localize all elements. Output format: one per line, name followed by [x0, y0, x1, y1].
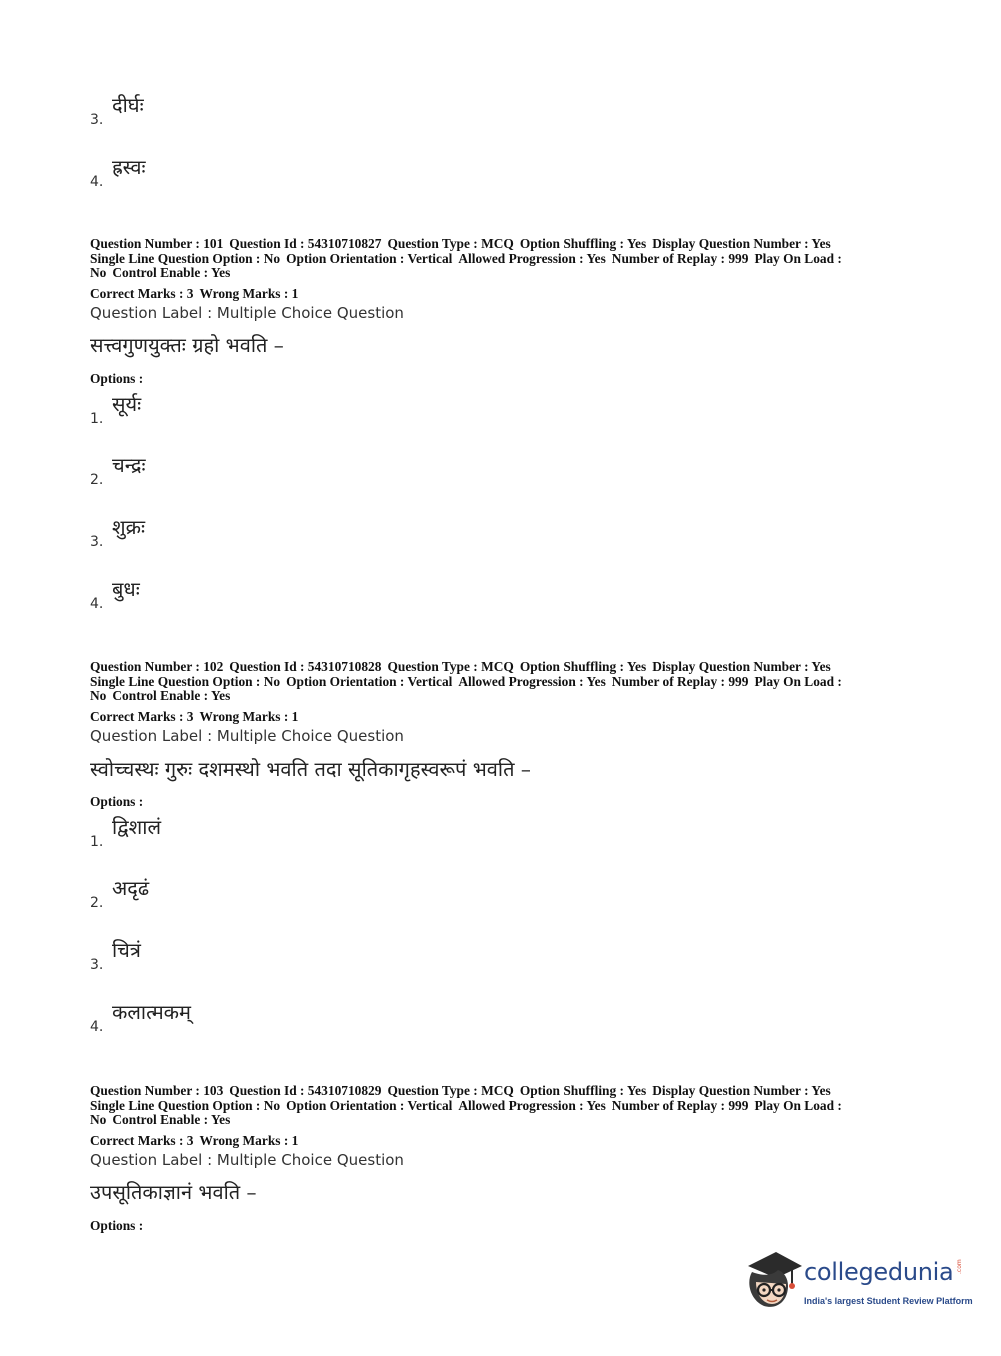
meta-field: Option Shuffling : Yes — [519, 659, 647, 674]
option-number: 4. — [90, 174, 104, 190]
option-item — [90, 448, 490, 488]
option-item — [90, 150, 490, 190]
options-label: Options : — [90, 794, 144, 809]
meta-field: Single Line Question Option : No — [90, 1097, 281, 1113]
option-text: दीर्घः — [112, 93, 144, 117]
option-item — [90, 871, 490, 911]
logo-wordmark: collegedunia — [804, 1258, 954, 1286]
meta-field: Single Line Question Option : No — [90, 250, 281, 266]
option-text: ह्रस्वः — [112, 155, 146, 179]
meta-field: Allowed Progression : Yes — [458, 250, 606, 266]
meta-field: Question Number : 102 — [90, 659, 224, 674]
meta-field: No — [90, 1112, 107, 1127]
question-meta — [90, 1084, 920, 1128]
option-text: सूर्यः — [112, 392, 142, 416]
option-item — [90, 933, 490, 973]
option-item — [90, 510, 490, 550]
marks-line — [90, 286, 304, 302]
option-text: शुक्रः — [112, 515, 145, 539]
meta-field: No — [90, 688, 107, 703]
option-number: 3. — [90, 534, 104, 550]
question-meta — [90, 660, 920, 704]
meta-field: Question Type : MCQ — [387, 659, 514, 674]
option-text: द्विशालं — [112, 815, 162, 839]
meta-field: Control Enable : Yes — [112, 1112, 231, 1127]
option-number: 1. — [90, 834, 104, 850]
collegedunia-logo — [742, 1248, 972, 1318]
meta-field: Number of Replay : 999 — [611, 673, 749, 689]
correct-marks: Correct Marks : 3 — [90, 709, 194, 724]
option-item — [90, 572, 490, 612]
meta-field: Allowed Progression : Yes — [458, 673, 606, 689]
meta-field: No — [90, 265, 107, 280]
meta-field: Control Enable : Yes — [112, 688, 231, 703]
meta-field: Option Orientation : Vertical — [286, 673, 453, 689]
option-number: 1. — [90, 411, 104, 427]
wrong-marks: Wrong Marks : 1 — [199, 1133, 299, 1148]
meta-field: Option Orientation : Vertical — [286, 250, 453, 266]
meta-field: Display Question Number : Yes — [652, 659, 831, 674]
question-meta — [90, 237, 920, 281]
meta-field: Option Shuffling : Yes — [519, 1083, 647, 1098]
meta-field: Question Number : 103 — [90, 1083, 224, 1098]
option-text: कलात्मकम् — [112, 1000, 191, 1024]
meta-field: Play On Load : — [754, 250, 842, 266]
meta-field: Question Number : 101 — [90, 236, 224, 251]
question-label: Question Label : Multiple Choice Question — [90, 727, 404, 745]
meta-field: Question Type : MCQ — [387, 1083, 514, 1098]
option-number: 4. — [90, 1019, 104, 1035]
option-number: 4. — [90, 596, 104, 612]
meta-field: Option Shuffling : Yes — [519, 236, 647, 251]
meta-field: Single Line Question Option : No — [90, 673, 281, 689]
wrong-marks: Wrong Marks : 1 — [199, 286, 299, 301]
question-label: Question Label : Multiple Choice Question — [90, 1151, 404, 1169]
meta-field: Question Id : 54310710828 — [229, 659, 382, 674]
option-text: अदृढं — [112, 876, 150, 900]
correct-marks: Correct Marks : 3 — [90, 286, 194, 301]
option-text: चन्द्रः — [112, 453, 146, 477]
options-label: Options : — [90, 371, 144, 386]
meta-field: Play On Load : — [754, 1097, 842, 1113]
option-item — [90, 387, 490, 427]
meta-field: Question Type : MCQ — [387, 236, 514, 251]
marks-line — [90, 709, 304, 725]
option-text: बुधः — [112, 577, 140, 601]
option-number: 2. — [90, 895, 104, 911]
correct-marks: Correct Marks : 3 — [90, 1133, 194, 1148]
logo-suffix: .com — [956, 1259, 963, 1274]
meta-field: Question Id : 54310710829 — [229, 1083, 382, 1098]
wrong-marks: Wrong Marks : 1 — [199, 709, 299, 724]
question-label: Question Label : Multiple Choice Question — [90, 304, 404, 322]
meta-field: Number of Replay : 999 — [611, 1097, 749, 1113]
question-text: सत्त्वगुणयुक्तः ग्रहो भवति – — [90, 333, 284, 357]
meta-field: Display Question Number : Yes — [652, 236, 831, 251]
option-item — [90, 88, 490, 128]
option-number: 3. — [90, 112, 104, 128]
meta-field: Number of Replay : 999 — [611, 250, 749, 266]
marks-line — [90, 1133, 304, 1149]
meta-field: Allowed Progression : Yes — [458, 1097, 606, 1113]
option-item — [90, 995, 490, 1035]
question-text: स्वोच्चस्थः गुरुः दशमस्थो भवति तदा सूतिकागृहस्वरूपं भवति – — [90, 757, 531, 781]
question-text: उपसूतिकाज्ञानं भवति – — [90, 1180, 257, 1204]
student-mascot-icon — [742, 1248, 802, 1312]
option-item — [90, 810, 490, 850]
option-number: 2. — [90, 472, 104, 488]
meta-field: Question Id : 54310710827 — [229, 236, 382, 251]
meta-field: Option Orientation : Vertical — [286, 1097, 453, 1113]
meta-field: Play On Load : — [754, 673, 842, 689]
logo-tagline: India's largest Student Review Platform — [804, 1296, 973, 1306]
option-text: चित्रं — [112, 938, 141, 962]
options-label: Options : — [90, 1218, 144, 1233]
meta-field: Display Question Number : Yes — [652, 1083, 831, 1098]
option-number: 3. — [90, 957, 104, 973]
meta-field: Control Enable : Yes — [112, 265, 231, 280]
